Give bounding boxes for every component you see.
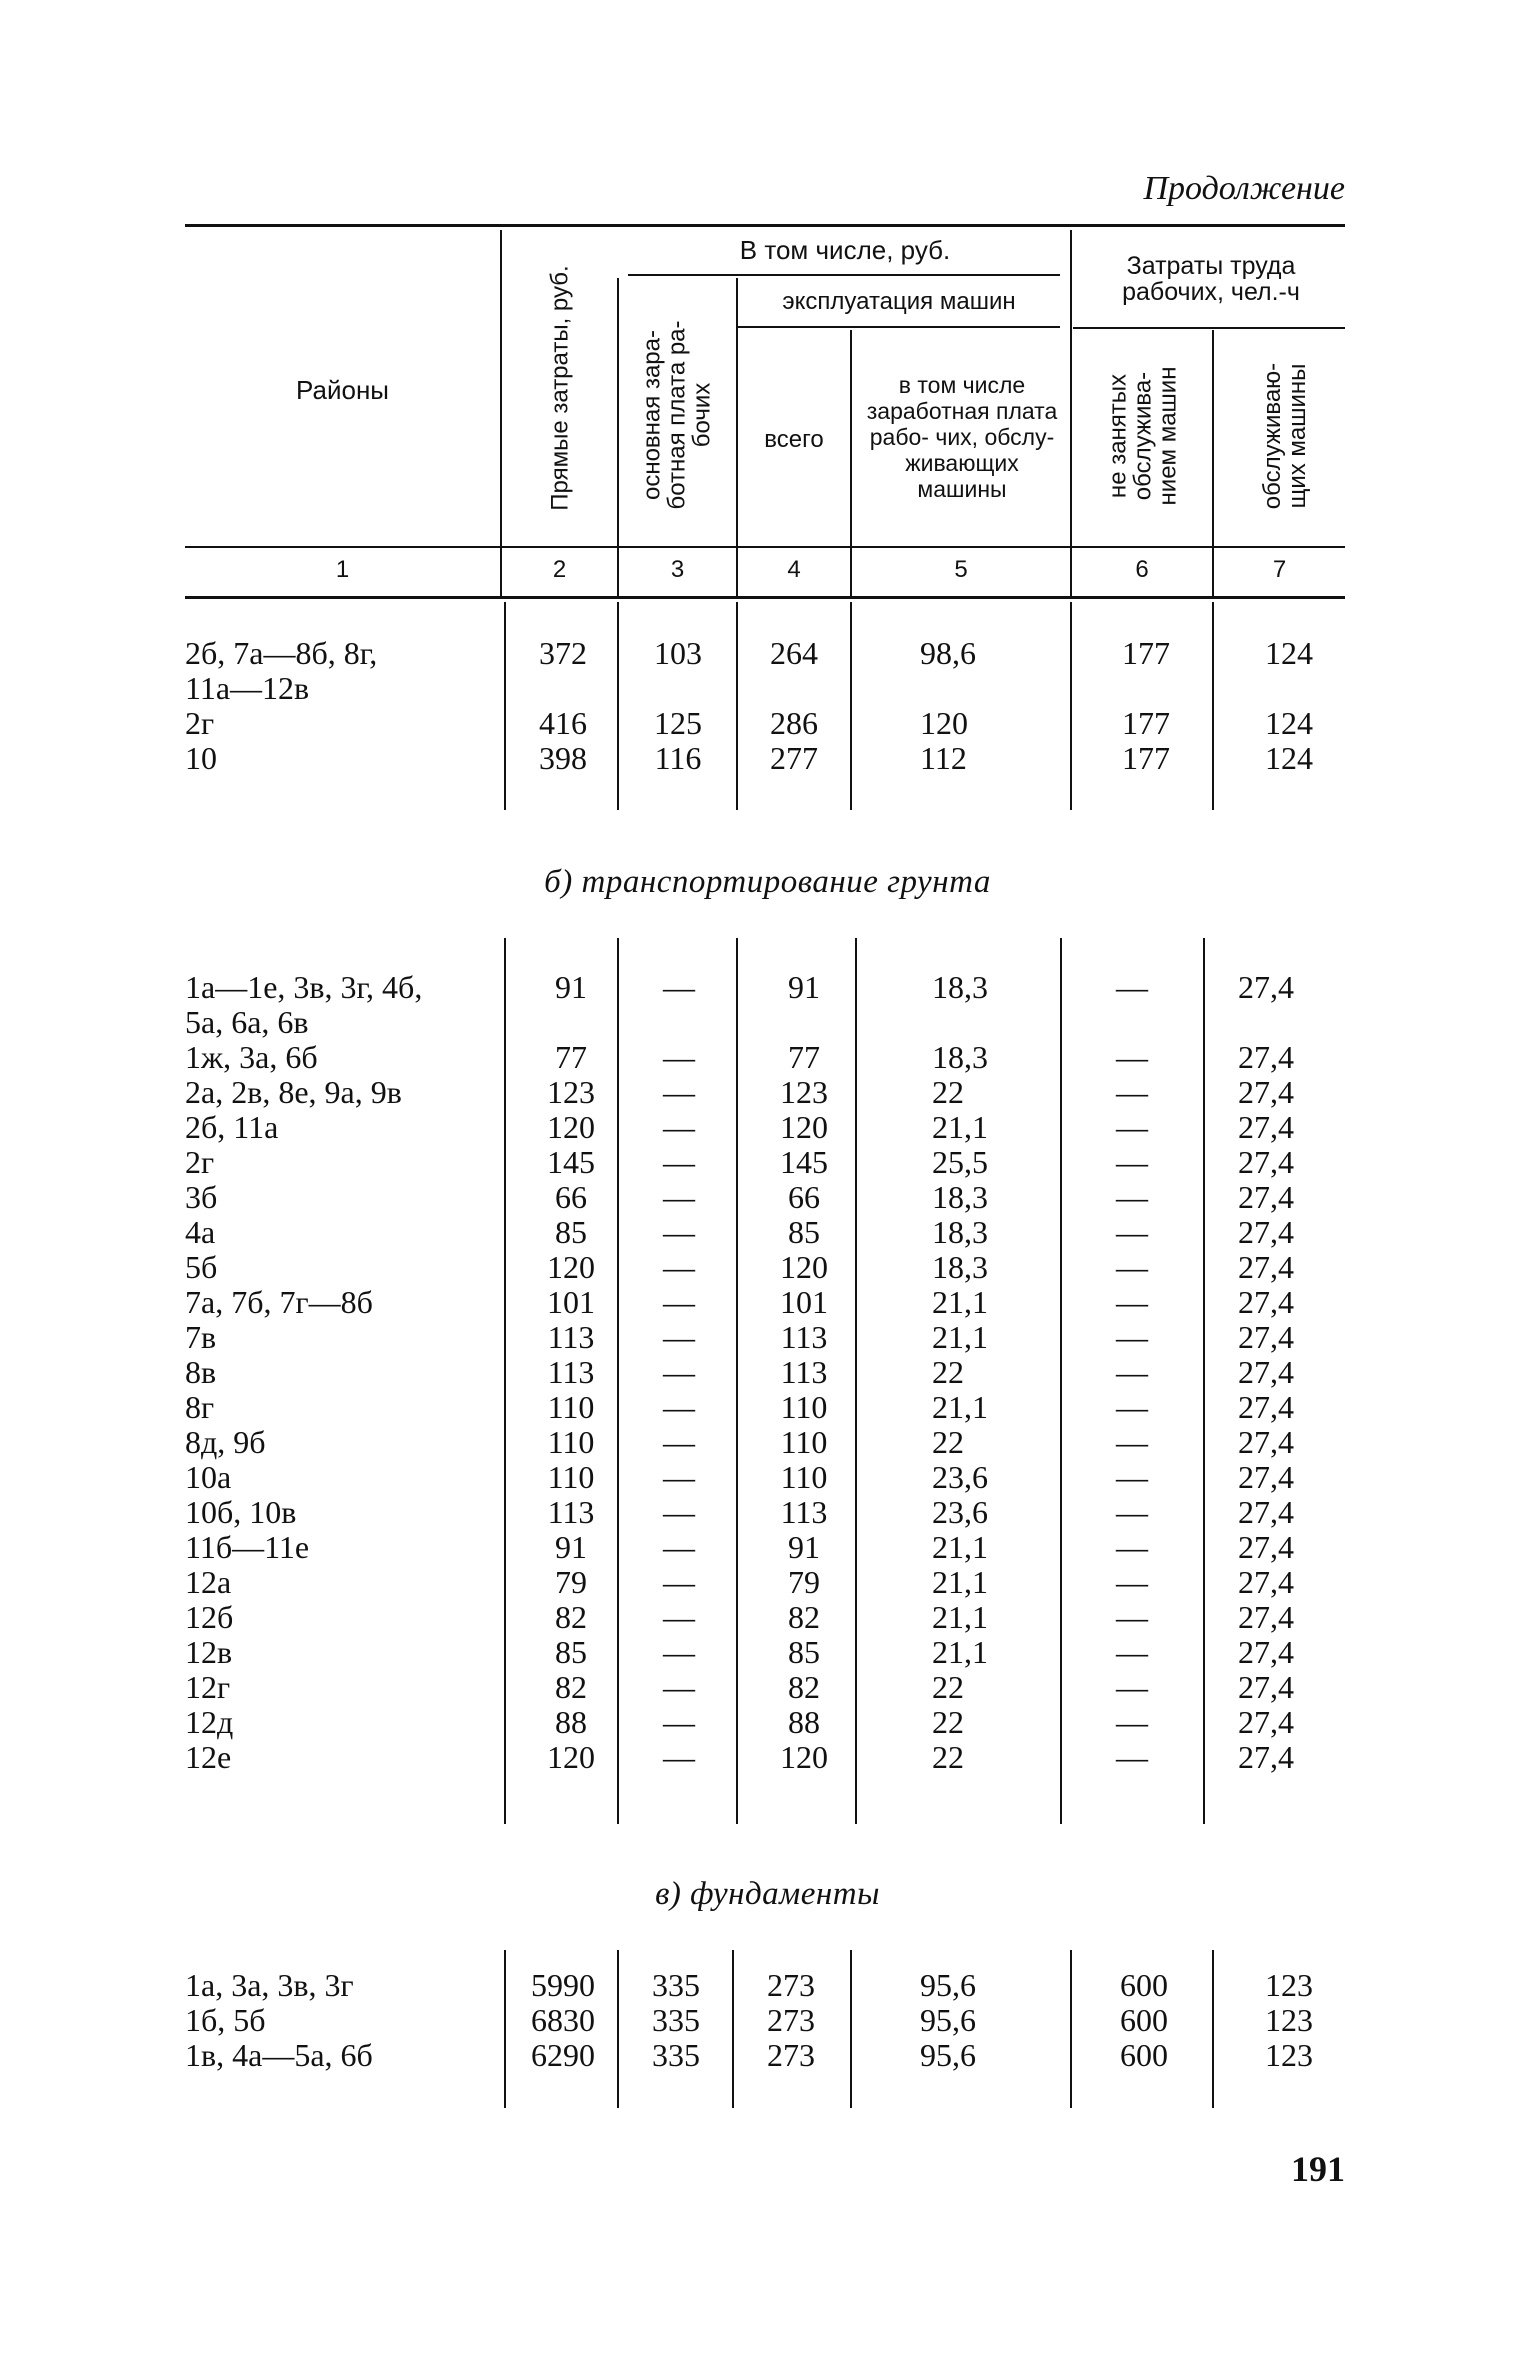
value-cell-col-2: 110 (547, 1424, 595, 1460)
section-c-title: в) фундаменты (655, 1876, 880, 1912)
value-cell-col-2: 66 (555, 1179, 587, 1215)
header-labor: Затраты труда рабочих, чел.-ч (1122, 252, 1300, 306)
value-cell-col-6: 600 (1120, 2037, 1168, 2073)
value-cell-col-7: 27,4 (1238, 969, 1294, 1005)
district-line: 10 (185, 740, 217, 776)
value-cell-col-4: 273 (767, 1967, 815, 2003)
section-b-vline-4 (855, 938, 857, 1824)
header-vline-2 (617, 278, 619, 598)
value-cell-col-3: 335 (652, 2002, 700, 2038)
value-cell-col-4: 120 (780, 1739, 828, 1775)
district-cell (185, 1670, 230, 1705)
value-cell-col-5: 23,6 (932, 1459, 988, 1495)
district-line: 1б, 5б (185, 2002, 266, 2038)
value-cell-col-5: 18,3 (932, 1039, 988, 1075)
section-c-vline-3 (732, 1950, 734, 2108)
value-cell-col-4: 286 (770, 705, 818, 741)
value-cell-col-7: 124 (1265, 705, 1313, 741)
value-cell-col-5: 18,3 (932, 1249, 988, 1285)
value-cell-col-3: — (663, 1459, 695, 1495)
district-cell (185, 1110, 278, 1145)
value-cell-col-2: 85 (555, 1214, 587, 1250)
value-cell-col-3: 116 (654, 740, 702, 776)
value-cell-col-3: — (663, 1739, 695, 1775)
value-cell-col-7: 27,4 (1238, 1634, 1294, 1670)
value-cell-col-7: 27,4 (1238, 1459, 1294, 1495)
district-cell (185, 1600, 233, 1635)
value-cell-col-3: — (663, 1354, 695, 1390)
district-cell (185, 1145, 214, 1180)
value-cell-col-2: 88 (555, 1704, 587, 1740)
value-cell-col-3: — (663, 1599, 695, 1635)
table-top-rule (185, 224, 1345, 227)
value-cell-col-6: 600 (1120, 1967, 1168, 2003)
value-cell-col-3: — (663, 1214, 695, 1250)
value-cell-col-6: — (1116, 1109, 1148, 1145)
value-cell-col-7: 27,4 (1238, 1039, 1294, 1075)
value-cell-col-5: 25,5 (932, 1144, 988, 1180)
value-cell-col-2: 398 (539, 740, 587, 776)
district-line: 12е (185, 1739, 232, 1775)
value-cell-col-3: — (663, 1319, 695, 1355)
district-cell (185, 1740, 231, 1775)
district-line: 2а, 2в, 8е, 9а, 9в (185, 1074, 402, 1110)
value-cell-col-5: 95,6 (920, 2002, 976, 2038)
district-line: 4а (185, 1214, 216, 1250)
value-cell-col-7: 27,4 (1238, 1669, 1294, 1705)
section-b-vline-3 (736, 938, 738, 1824)
value-cell-col-2: 101 (547, 1284, 595, 1320)
section-a-vline-3 (736, 602, 738, 810)
value-cell-col-2: 110 (547, 1389, 595, 1425)
district-cell (185, 2003, 266, 2038)
header-district: Районы (296, 375, 389, 405)
district-line: 12г (185, 1669, 231, 1705)
header-subrule-machines (738, 326, 1060, 328)
value-cell-col-2: 6290 (531, 2037, 595, 2073)
column-number-6: 6 (1135, 556, 1149, 583)
section-b-vline-1 (504, 938, 506, 1824)
district-line: 12а (185, 1564, 232, 1600)
value-cell-col-2: 6830 (531, 2002, 595, 2038)
value-cell-col-5: 21,1 (932, 1634, 988, 1670)
district-cell (185, 1635, 232, 1670)
value-cell-col-7: 27,4 (1238, 1214, 1294, 1250)
value-cell-col-6: — (1116, 1634, 1148, 1670)
value-cell-col-3: — (663, 1529, 695, 1565)
value-cell-col-5: 21,1 (932, 1599, 988, 1635)
district-cell (185, 706, 214, 741)
header-machine-wages: в том числе заработная плата рабо- чих, обслу- живающих машины (866, 372, 1058, 502)
section-c-vline-4 (850, 1950, 852, 2108)
value-cell-col-4: 110 (780, 1424, 828, 1460)
value-cell-col-4: 79 (788, 1564, 820, 1600)
district-line: 10б, 10в (185, 1494, 297, 1530)
district-cell (185, 1075, 402, 1110)
header-subrule-labor (1073, 327, 1345, 329)
district-cell (185, 1285, 373, 1320)
section-a-vline-6 (1212, 602, 1214, 810)
value-cell-col-7: 27,4 (1238, 1564, 1294, 1600)
district-cell (185, 1215, 215, 1250)
value-cell-col-5: 22 (932, 1354, 964, 1390)
value-cell-col-2: 120 (547, 1249, 595, 1285)
value-cell-col-6: — (1116, 1599, 1148, 1635)
value-cell-col-6: — (1116, 1529, 1148, 1565)
value-cell-col-3: — (663, 1494, 695, 1530)
header-machines: эксплуатация машин (782, 288, 1016, 315)
district-line: 5б (185, 1249, 218, 1285)
district-cell (185, 1355, 216, 1390)
value-cell-col-5: 21,1 (932, 1109, 988, 1145)
value-cell-col-3: — (663, 1284, 695, 1320)
value-cell-col-4: 110 (780, 1459, 828, 1495)
section-b-vline-6 (1203, 938, 1205, 1824)
value-cell-col-5: 120 (920, 705, 968, 741)
value-cell-col-4: 120 (780, 1249, 828, 1285)
value-cell-col-5: 98,6 (920, 635, 976, 671)
value-cell-col-3: — (663, 1424, 695, 1460)
section-c-vline-5 (1070, 1950, 1072, 2108)
district-cell (185, 1705, 233, 1740)
value-cell-col-3: 103 (654, 635, 702, 671)
district-line: 2г (185, 705, 215, 741)
value-cell-col-2: 372 (539, 635, 587, 671)
value-cell-col-7: 123 (1265, 2002, 1313, 2038)
district-line: 2б, 7а—8б, 8г, (185, 635, 378, 671)
district-line: 1а, 3а, 3в, 3г (185, 1967, 354, 2003)
value-cell-col-3: — (663, 1634, 695, 1670)
value-cell-col-2: 5990 (531, 1967, 595, 2003)
district-cell (185, 2038, 373, 2073)
district-cell (185, 1425, 266, 1460)
value-cell-col-6: — (1116, 1739, 1148, 1775)
value-cell-col-2: 110 (547, 1459, 595, 1495)
district-line: 1ж, 3а, 6б (185, 1039, 318, 1075)
value-cell-col-6: — (1116, 1459, 1148, 1495)
value-cell-col-6: — (1116, 1704, 1148, 1740)
value-cell-col-5: 21,1 (932, 1529, 988, 1565)
value-cell-col-6: — (1116, 1039, 1148, 1075)
value-cell-col-4: 82 (788, 1599, 820, 1635)
section-a-vline-1 (504, 602, 506, 810)
value-cell-col-2: 416 (539, 705, 587, 741)
district-line: 12в (185, 1634, 233, 1670)
value-cell-col-5: 21,1 (932, 1284, 988, 1320)
district-line: 10а (185, 1459, 232, 1495)
value-cell-col-3: — (663, 1389, 695, 1425)
value-cell-col-3: — (663, 1564, 695, 1600)
value-cell-col-2: 123 (547, 1074, 595, 1110)
value-cell-col-4: 123 (780, 1074, 828, 1110)
value-cell-col-5: 22 (932, 1424, 964, 1460)
value-cell-col-4: 91 (788, 1529, 820, 1565)
value-cell-col-3: — (663, 1179, 695, 1215)
section-a-vline-4 (850, 602, 852, 810)
district-cell (185, 1495, 296, 1530)
header-including: В том числе, руб. (739, 235, 951, 265)
value-cell-col-7: 27,4 (1238, 1599, 1294, 1635)
section-c-vline-2 (617, 1950, 619, 2108)
district-cell (185, 970, 422, 1040)
value-cell-col-6: — (1116, 1669, 1148, 1705)
value-cell-col-7: 27,4 (1238, 1284, 1294, 1320)
value-cell-col-4: 264 (770, 635, 818, 671)
value-cell-col-4: 85 (788, 1634, 820, 1670)
value-cell-col-2: 120 (547, 1739, 595, 1775)
value-cell-col-2: 82 (555, 1669, 587, 1705)
value-cell-col-6: 600 (1120, 2002, 1168, 2038)
value-cell-col-6: — (1116, 1494, 1148, 1530)
value-cell-col-7: 27,4 (1238, 1704, 1294, 1740)
district-line: 5а, 6а, 6в (185, 1004, 309, 1040)
district-line: 2г (185, 1144, 215, 1180)
value-cell-col-7: 27,4 (1238, 1074, 1294, 1110)
district-cell (185, 636, 377, 706)
value-cell-col-4: 82 (788, 1669, 820, 1705)
district-line: 3б (185, 1179, 218, 1215)
value-cell-col-4: 273 (767, 2037, 815, 2073)
value-cell-col-6: — (1116, 1354, 1148, 1390)
value-cell-col-5: 21,1 (932, 1389, 988, 1425)
value-cell-col-5: 95,6 (920, 2037, 976, 2073)
value-cell-col-7: 123 (1265, 1967, 1313, 2003)
value-cell-col-2: 77 (555, 1039, 587, 1075)
value-cell-col-6: — (1116, 1389, 1148, 1425)
district-line: 1а—1е, 3в, 3г, 4б, (185, 969, 423, 1005)
column-number-7: 7 (1272, 556, 1287, 583)
value-cell-col-3: — (663, 1039, 695, 1075)
district-line: 11б—11е (185, 1529, 310, 1565)
value-cell-col-6: 177 (1122, 705, 1170, 741)
value-cell-col-5: 112 (920, 740, 967, 776)
value-cell-col-3: 335 (652, 2037, 700, 2073)
value-cell-col-4: 145 (780, 1144, 828, 1180)
value-cell-col-6: 177 (1122, 740, 1170, 776)
value-cell-col-6: — (1116, 1249, 1148, 1285)
section-b-title: б) транспортирование грунта (544, 864, 991, 900)
value-cell-col-4: 113 (780, 1354, 828, 1390)
header-bottom-rule (185, 546, 1345, 548)
section-c-vline-1 (504, 1950, 506, 2108)
value-cell-col-7: 27,4 (1238, 1494, 1294, 1530)
value-cell-col-3: — (663, 1249, 695, 1285)
district-line: 12д (185, 1704, 234, 1740)
value-cell-col-6: — (1116, 1319, 1148, 1355)
district-line: 7а, 7б, 7г—8б (185, 1284, 373, 1320)
value-cell-col-6: — (1116, 1424, 1148, 1460)
value-cell-col-7: 27,4 (1238, 1179, 1294, 1215)
value-cell-col-3: 335 (652, 1967, 700, 2003)
district-cell (185, 1390, 214, 1425)
district-cell (185, 1460, 231, 1495)
value-cell-col-6: 177 (1122, 635, 1170, 671)
value-cell-col-4: 273 (767, 2002, 815, 2038)
value-cell-col-5: 22 (932, 1704, 964, 1740)
value-cell-col-6: — (1116, 1074, 1148, 1110)
header-not-serving: не занятых обслужива- нием машин (1104, 366, 1182, 506)
value-cell-col-3: — (663, 1109, 695, 1145)
value-cell-col-4: 91 (788, 969, 820, 1005)
value-cell-col-7: 124 (1265, 635, 1313, 671)
header-wages: основная зара- ботная плата ра- бочих (638, 320, 716, 510)
value-cell-col-6: — (1116, 969, 1148, 1005)
section-a-vline-2 (617, 602, 619, 810)
header-subrule-including (628, 274, 1060, 276)
district-line: 8д, 9б (185, 1424, 266, 1460)
value-cell-col-5: 21,1 (932, 1319, 988, 1355)
value-cell-col-6: — (1116, 1144, 1148, 1180)
value-cell-col-2: 82 (555, 1599, 587, 1635)
district-line: 8г (185, 1389, 215, 1425)
value-cell-col-6: — (1116, 1179, 1148, 1215)
value-cell-col-2: 113 (547, 1354, 595, 1390)
value-cell-col-6: — (1116, 1214, 1148, 1250)
section-a-vline-5 (1070, 602, 1072, 810)
value-cell-col-6: — (1116, 1284, 1148, 1320)
value-cell-col-5: 22 (932, 1739, 964, 1775)
district-line: 7в (185, 1319, 217, 1355)
value-cell-col-3: 125 (654, 705, 702, 741)
value-cell-col-2: 79 (555, 1564, 587, 1600)
district-cell (185, 1040, 318, 1075)
section-c-vline-6 (1212, 1950, 1214, 2108)
page-number: 191 (1291, 2149, 1345, 2189)
value-cell-col-4: 113 (780, 1494, 828, 1530)
district-line: 11а—12в (185, 670, 310, 706)
column-number-4: 4 (787, 556, 801, 583)
value-cell-col-7: 124 (1265, 740, 1313, 776)
value-cell-col-4: 110 (780, 1389, 828, 1425)
district-cell (185, 1565, 231, 1600)
value-cell-col-5: 22 (932, 1669, 964, 1705)
value-cell-col-7: 27,4 (1238, 1354, 1294, 1390)
district-cell (185, 741, 217, 776)
value-cell-col-7: 27,4 (1238, 1529, 1294, 1565)
district-cell (185, 1250, 217, 1285)
value-cell-col-5: 21,1 (932, 1564, 988, 1600)
value-cell-col-3: — (663, 1704, 695, 1740)
value-cell-col-4: 85 (788, 1214, 820, 1250)
continuation-label: Продолжение (1143, 170, 1345, 207)
district-line: 1в, 4а—5а, 6б (185, 2037, 373, 2073)
district-cell (185, 1968, 354, 2003)
district-line: 8в (185, 1354, 217, 1390)
column-number-5: 5 (954, 556, 968, 583)
value-cell-col-5: 18,3 (932, 969, 988, 1005)
value-cell-col-2: 113 (547, 1494, 595, 1530)
value-cell-col-4: 88 (788, 1704, 820, 1740)
value-cell-col-6: — (1116, 1564, 1148, 1600)
value-cell-col-5: 22 (932, 1074, 964, 1110)
header-vline-5 (1070, 230, 1072, 598)
value-cell-col-7: 27,4 (1238, 1319, 1294, 1355)
district-line: 2б, 11а (185, 1109, 279, 1145)
value-cell-col-3: — (663, 1144, 695, 1180)
value-cell-col-5: 18,3 (932, 1179, 988, 1215)
value-cell-col-3: — (663, 1074, 695, 1110)
value-cell-col-7: 27,4 (1238, 1389, 1294, 1425)
value-cell-col-5: 95,6 (920, 1967, 976, 2003)
value-cell-col-7: 27,4 (1238, 1144, 1294, 1180)
district-cell (185, 1320, 216, 1355)
value-cell-col-4: 101 (780, 1284, 828, 1320)
value-cell-col-3: — (663, 969, 695, 1005)
value-cell-col-4: 277 (770, 740, 818, 776)
district-cell (185, 1530, 309, 1565)
value-cell-col-2: 113 (547, 1319, 595, 1355)
header-serving: обслуживаю- щих машины (1259, 362, 1311, 510)
section-b-vline-5 (1060, 938, 1062, 1824)
value-cell-col-7: 27,4 (1238, 1739, 1294, 1775)
column-number-3: 3 (670, 556, 685, 583)
value-cell-col-5: 18,3 (932, 1214, 988, 1250)
value-cell-col-3: — (663, 1669, 695, 1705)
section-b-vline-2 (617, 938, 619, 1824)
colnum-bottom-rule (185, 596, 1345, 599)
value-cell-col-7: 27,4 (1238, 1109, 1294, 1145)
header-vline-1 (500, 230, 502, 598)
value-cell-col-4: 66 (788, 1179, 820, 1215)
value-cell-col-2: 91 (555, 1529, 587, 1565)
value-cell-col-2: 85 (555, 1634, 587, 1670)
value-cell-col-4: 120 (780, 1109, 828, 1145)
value-cell-col-2: 120 (547, 1109, 595, 1145)
column-number-2: 2 (552, 556, 567, 583)
value-cell-col-2: 145 (547, 1144, 595, 1180)
value-cell-col-2: 91 (555, 969, 587, 1005)
district-cell (185, 1180, 217, 1215)
header-total: всего (764, 426, 824, 453)
value-cell-col-4: 77 (788, 1039, 820, 1075)
value-cell-col-7: 123 (1265, 2037, 1313, 2073)
value-cell-col-5: 23,6 (932, 1494, 988, 1530)
value-cell-col-4: 113 (780, 1319, 828, 1355)
value-cell-col-7: 27,4 (1238, 1249, 1294, 1285)
district-line: 12б (185, 1599, 234, 1635)
value-cell-col-7: 27,4 (1238, 1424, 1294, 1460)
header-direct-costs: Прямые затраты, руб. (546, 265, 574, 511)
column-number-1: 1 (335, 556, 350, 583)
